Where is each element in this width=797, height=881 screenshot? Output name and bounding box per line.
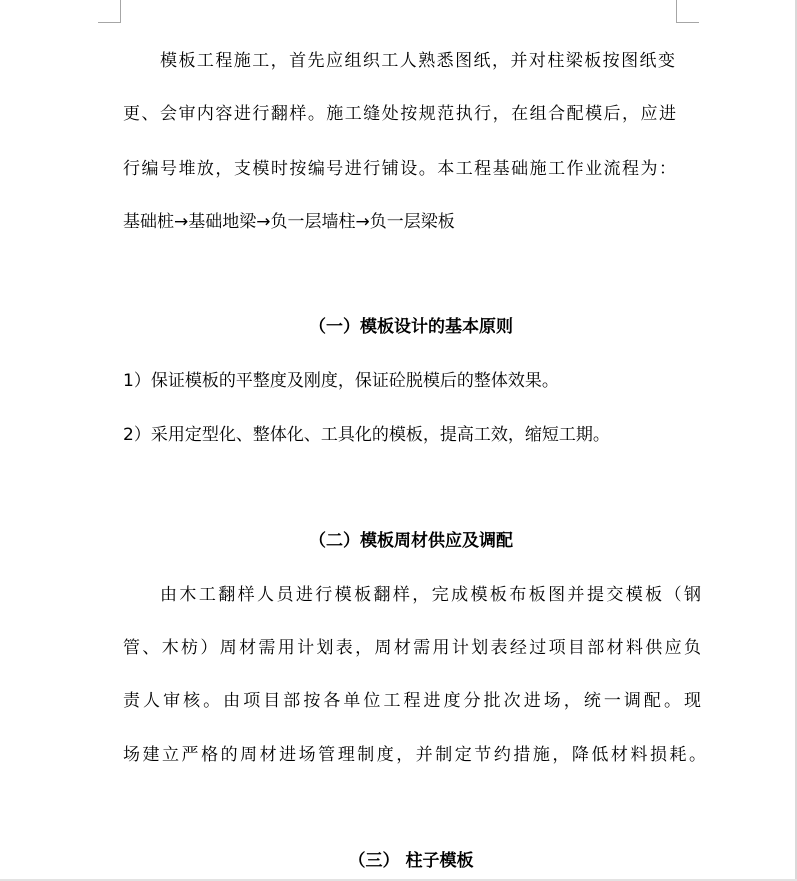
paragraph-1-line-2: 更、会审内容进行翻样。施工缝处按规范执行，在组合配模后，应进: [123, 104, 676, 124]
principle-item-2: 2）采用定型化、整体化、工具化的模板，提高工效，缩短工期。: [123, 425, 610, 445]
workflow-line: 基础桩→基础地梁→负一层墙柱→负一层梁板: [123, 212, 455, 232]
section-2-line-1: 由木工翻样人员进行模板翻样，完成模板布板图并提交模板（钢: [160, 585, 701, 605]
section-2-line-4: 场建立严格的周材进场管理制度，并制定节约措施，降低材料损耗。: [123, 745, 706, 765]
section-1-heading: （一）模板设计的基本原则: [309, 317, 513, 337]
section-2-line-2: 管、木枋）周材需用计划表，周材需用计划表经过项目部材料供应负: [123, 638, 701, 658]
paragraph-1-line-3: 行编号堆放，支模时按编号进行铺设。本工程基础施工作业流程为：: [123, 159, 676, 179]
corner-mark-left: [120, 0, 121, 22]
section-2-heading: （二）模板周材供应及调配: [309, 531, 513, 551]
section-2-line-3: 责人审核。由项目部按各单位工程进度分批次进场，统一调配。现: [123, 691, 701, 711]
corner-mark-right-horizontal: [676, 22, 699, 23]
corner-mark-right: [676, 0, 677, 22]
section-3-heading: （三） 柱子模板: [348, 851, 474, 871]
paragraph-1-line-1: 模板工程施工，首先应组织工人熟悉图纸，并对柱梁板按图纸变: [160, 51, 675, 71]
principle-item-1: 1）保证模板的平整度及刚度，保证砼脱模后的整体效果。: [123, 371, 559, 391]
corner-mark-left-horizontal: [98, 22, 121, 23]
